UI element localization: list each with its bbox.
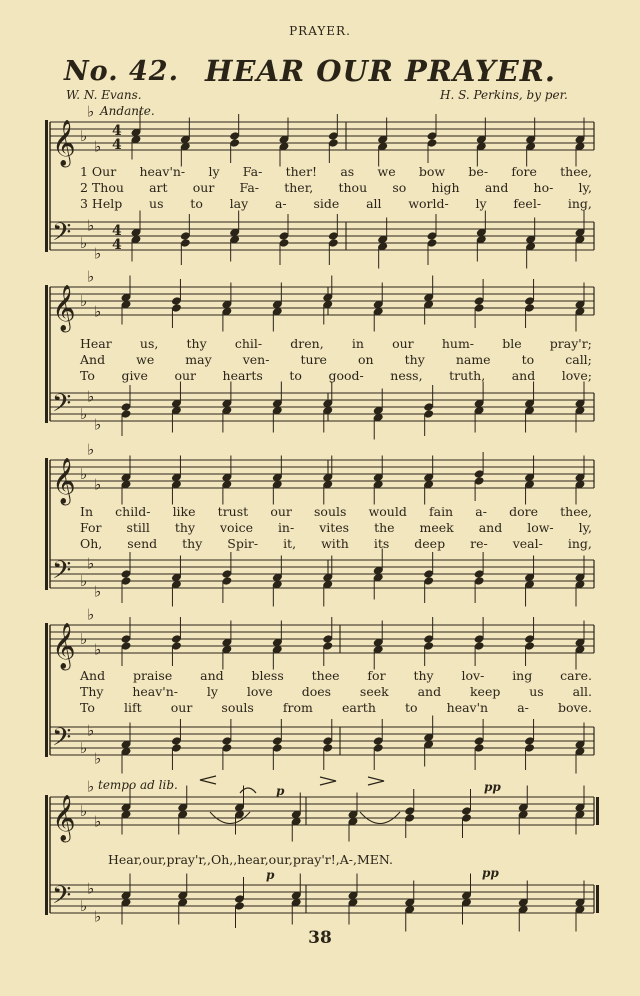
lyric-syllable: re- xyxy=(470,536,488,551)
fermata-icon xyxy=(240,788,256,793)
lyric-syllable: heav'n- xyxy=(139,164,186,179)
decrescendo-hairpin xyxy=(200,776,216,784)
treble-clef-icon: 𝄞 xyxy=(52,623,76,669)
lyric-syllable: ture xyxy=(300,352,327,367)
lyric-syllable: bless xyxy=(251,668,284,683)
dynamic-pianissimo-bass: pp xyxy=(482,866,499,880)
lyric-syllable: low- xyxy=(527,520,554,535)
lyric-syllable: care. xyxy=(560,668,592,683)
lyric-syllable: veal- xyxy=(512,536,543,551)
lyric-syllable: and xyxy=(200,668,224,683)
lyric-syllable: name xyxy=(455,352,491,367)
lyric-syllable: thee, xyxy=(560,504,592,519)
flat-icon: ♭ xyxy=(87,102,95,121)
lyric-syllable: all xyxy=(366,196,382,211)
bass-clef-icon: 𝄢 xyxy=(52,556,72,591)
treble-clef-icon: 𝄞 xyxy=(52,458,76,504)
system-brace xyxy=(45,795,48,915)
flat-icon: ♭ xyxy=(87,721,95,740)
lyric-syllable: Fa- xyxy=(242,164,263,179)
treble-clef-icon: 𝄞 xyxy=(52,120,76,166)
lyric-syllable: thou xyxy=(338,180,368,195)
tempo-marking: Andante. xyxy=(100,104,155,118)
lyric-syllable: thee xyxy=(311,668,340,683)
lyric-syllable: give xyxy=(121,368,148,383)
lyric-syllable: in xyxy=(351,336,364,351)
lyric-syllable: In xyxy=(80,504,93,519)
system-brace xyxy=(45,623,48,757)
flat-icon: ♭ xyxy=(94,475,102,494)
lyric-syllable: a- xyxy=(274,196,287,211)
flat-icon: ♭ xyxy=(87,605,95,624)
running-header: PRAYER. xyxy=(289,24,351,38)
hymn-number: No. 42. xyxy=(64,56,179,87)
lyric-syllable: be- xyxy=(468,164,489,179)
lyric-syllable: ly, xyxy=(578,180,592,195)
lyric-syllable: to xyxy=(404,700,418,715)
lyric-syllable: and xyxy=(478,520,503,535)
lyric-syllable: may xyxy=(185,352,212,367)
flat-icon: ♭ xyxy=(87,267,95,286)
lyricist-credit: W. N. Evans. xyxy=(66,88,142,102)
dynamic-piano-treble: p xyxy=(276,784,285,798)
flat-icon: ♭ xyxy=(80,739,88,757)
bass-clef-icon: 𝄢 xyxy=(52,723,72,758)
lyric-syllable: ther, xyxy=(284,180,314,195)
lyric-syllable: and xyxy=(511,368,536,383)
lyric-syllable: thy xyxy=(174,520,196,535)
composer-credit: H. S. Perkins, by per. xyxy=(440,88,568,102)
lyric-syllable: world- xyxy=(408,196,449,211)
lyric-syllable: voice xyxy=(219,520,253,535)
lyric-syllable: To xyxy=(80,700,95,715)
lyric-syllable: keep xyxy=(469,684,501,699)
decrescendo-hairpin xyxy=(368,777,384,785)
lyric-syllable: as xyxy=(340,164,355,179)
lyric-syllable: side xyxy=(313,196,340,211)
lyric-syllable: us xyxy=(529,684,544,699)
page-number: 38 xyxy=(308,928,332,948)
lyric-syllable: ther! xyxy=(285,164,318,179)
flat-icon: ♭ xyxy=(80,572,88,590)
lyric-syllable: love xyxy=(246,684,273,699)
flat-icon: ♭ xyxy=(94,749,102,768)
lyric-syllable: art xyxy=(149,180,168,195)
lyric-syllable: praise xyxy=(132,668,173,683)
lyric-syllable: 1 Our xyxy=(80,164,117,179)
lyric-syllable: from xyxy=(282,700,313,715)
flat-icon: ♭ xyxy=(87,387,95,406)
lyric-syllable: we xyxy=(136,352,155,367)
lyric-syllable: ven- xyxy=(242,352,270,367)
lyric-syllable: on xyxy=(358,352,374,367)
lyric-syllable: and xyxy=(417,684,442,699)
flat-icon: ♭ xyxy=(94,640,102,659)
system-brace xyxy=(45,458,48,590)
time-signature: 4 xyxy=(112,123,122,139)
lyric-syllable: ly xyxy=(208,164,220,179)
lyric-syllable: trust xyxy=(217,504,249,519)
lyric-syllable: ing xyxy=(512,668,533,683)
bass-clef-icon: 𝄢 xyxy=(52,218,72,253)
flat-icon: ♭ xyxy=(80,897,88,915)
lyric-syllable: child- xyxy=(115,504,151,519)
bass-clef-icon: 𝄢 xyxy=(52,881,72,916)
flat-icon: ♭ xyxy=(94,907,102,926)
final-barline xyxy=(596,885,599,913)
flat-icon: ♭ xyxy=(94,812,102,831)
treble-clef-icon: 𝄞 xyxy=(52,285,76,331)
flat-icon: ♭ xyxy=(87,554,95,573)
lyric-syllable: bow xyxy=(418,164,446,179)
lyric-syllable: so xyxy=(392,180,407,195)
final-barline xyxy=(596,797,599,825)
lyric-syllable: thee, xyxy=(560,164,592,179)
lyric-syllable: our xyxy=(192,180,215,195)
lyric-syllable: meek xyxy=(419,520,454,535)
flat-icon: ♭ xyxy=(87,777,95,796)
lyric-syllable: hearts xyxy=(222,368,263,383)
lyric-syllable: our xyxy=(392,336,414,351)
dynamic-piano-bass: p xyxy=(266,868,275,882)
lyric-syllable: souls xyxy=(221,700,254,715)
lyric-syllable: Spir- xyxy=(227,536,259,551)
lyric-syllable: 2 Thou xyxy=(80,180,124,195)
lyric-syllable: to xyxy=(521,352,535,367)
lyric-syllable: pray'r; xyxy=(549,336,592,351)
lyric-syllable: dore xyxy=(509,504,538,519)
time-signature: 4 xyxy=(112,137,122,153)
lyric-syllable: it, xyxy=(283,536,297,551)
flat-icon: ♭ xyxy=(80,802,88,820)
flat-icon: ♭ xyxy=(80,630,88,648)
lyric-syllable: thy xyxy=(182,536,203,551)
crescendo-hairpin xyxy=(320,777,336,785)
lyric-syllable: lay xyxy=(229,196,249,211)
lyric-syllable: our xyxy=(270,504,292,519)
time-signature: 4 xyxy=(112,237,122,253)
hymn-title: HEAR OUR PRAYER. xyxy=(205,54,556,88)
lyric-syllable: fain xyxy=(428,504,454,519)
lyric-syllable: hum- xyxy=(441,336,475,351)
lyric-syllable: like xyxy=(172,504,196,519)
lyric-syllable: And xyxy=(80,668,106,683)
lyric-syllable: seek xyxy=(359,684,389,699)
lyric-syllable: send xyxy=(127,536,158,551)
lyric-syllable: lov- xyxy=(461,668,485,683)
lyric-syllable: would xyxy=(368,504,407,519)
lyric-syllable: ho- xyxy=(533,180,554,195)
lyric-syllable: dren, xyxy=(290,336,324,351)
lyric-syllable: feel- xyxy=(513,196,542,211)
lyric-syllable: For xyxy=(80,520,102,535)
lyric-syllable: earth xyxy=(341,700,376,715)
lyric-syllable: us, xyxy=(139,336,159,351)
lyric-syllable: our xyxy=(174,368,196,383)
lyric-syllable: ly xyxy=(475,196,487,211)
flat-icon: ♭ xyxy=(94,582,102,601)
flat-icon: ♭ xyxy=(94,302,102,321)
flat-icon: ♭ xyxy=(80,405,88,423)
lyric-syllable: souls xyxy=(314,504,347,519)
lyric-syllable: truth, xyxy=(449,368,486,383)
flat-icon: ♭ xyxy=(87,440,95,459)
lyric-syllable: for xyxy=(367,668,386,683)
lyric-syllable: Oh, xyxy=(80,536,103,551)
lyric-syllable: vites xyxy=(319,520,350,535)
lyric-syllable: ing, xyxy=(567,536,592,551)
lyric-syllable: And xyxy=(80,352,106,367)
lyric-syllable: a- xyxy=(475,504,487,519)
bass-clef-icon: 𝄢 xyxy=(52,389,72,424)
lyric-syllable: its xyxy=(373,536,390,551)
lyric-syllable: to xyxy=(190,196,203,211)
lyric-syllable: the xyxy=(374,520,395,535)
flat-icon: ♭ xyxy=(87,216,95,235)
flat-icon: ♭ xyxy=(87,879,95,898)
lyric-syllable: Hear xyxy=(80,336,112,351)
lyric-syllable: love; xyxy=(561,368,592,383)
dynamic-pianissimo-treble: pp xyxy=(484,780,501,794)
lyric-syllable: a- xyxy=(517,700,529,715)
lyric-syllable: call; xyxy=(565,352,592,367)
lyric-syllable: thy xyxy=(413,668,434,683)
flat-icon: ♭ xyxy=(80,292,88,310)
system-brace xyxy=(45,285,48,423)
lyric-syllable: still xyxy=(126,520,150,535)
lyric-syllable: Fa- xyxy=(239,180,260,195)
lyric-syllable: To xyxy=(80,368,95,383)
flat-icon: ♭ xyxy=(94,137,102,156)
flat-icon: ♭ xyxy=(80,234,88,252)
lyric-syllable: Hear,our,pray'r,,Oh,,hear,our,pray'r!,A-,MEN. xyxy=(108,852,393,867)
lyric-syllable: thy xyxy=(186,336,207,351)
flat-icon: ♭ xyxy=(94,415,102,434)
lyric-syllable: lift xyxy=(124,700,142,715)
lyric-syllable: Thy xyxy=(80,684,104,699)
treble-clef-icon: 𝄞 xyxy=(52,795,76,841)
time-signature: 4 xyxy=(112,223,122,239)
lyric-syllable: 3 Help xyxy=(80,196,123,211)
lyric-syllable: heav'n- xyxy=(132,684,179,699)
lyric-syllable: good- xyxy=(328,368,364,383)
system-brace xyxy=(45,120,48,252)
lyric-syllable: ing, xyxy=(567,196,592,211)
lyric-syllable: ness, xyxy=(390,368,423,383)
lyric-syllable: ly xyxy=(206,684,218,699)
lyric-syllable: does xyxy=(301,684,332,699)
lyric-syllable: bove. xyxy=(557,700,592,715)
lyric-syllable: heav'n xyxy=(446,700,489,715)
lyric-syllable: in- xyxy=(277,520,295,535)
lyric-syllable: our xyxy=(170,700,193,715)
flat-icon: ♭ xyxy=(80,127,88,145)
lyric-syllable: thy xyxy=(404,352,425,367)
lyric-syllable: chil- xyxy=(234,336,263,351)
lyric-syllable: fore xyxy=(511,164,537,179)
lyric-syllable: to xyxy=(289,368,302,383)
tempo-ad-lib-marking: tempo ad lib. xyxy=(98,778,178,792)
lyric-syllable: us xyxy=(149,196,164,211)
lyric-syllable: with xyxy=(321,536,349,551)
lyric-syllable: we xyxy=(377,164,396,179)
lyric-syllable: all. xyxy=(572,684,592,699)
flat-icon: ♭ xyxy=(94,244,102,263)
lyric-syllable: deep xyxy=(414,536,446,551)
lyric-syllable: high xyxy=(431,180,460,195)
flat-icon: ♭ xyxy=(80,465,88,483)
lyric-syllable: ble xyxy=(502,336,522,351)
lyric-syllable: and xyxy=(484,180,509,195)
lyric-syllable: ly, xyxy=(578,520,592,535)
